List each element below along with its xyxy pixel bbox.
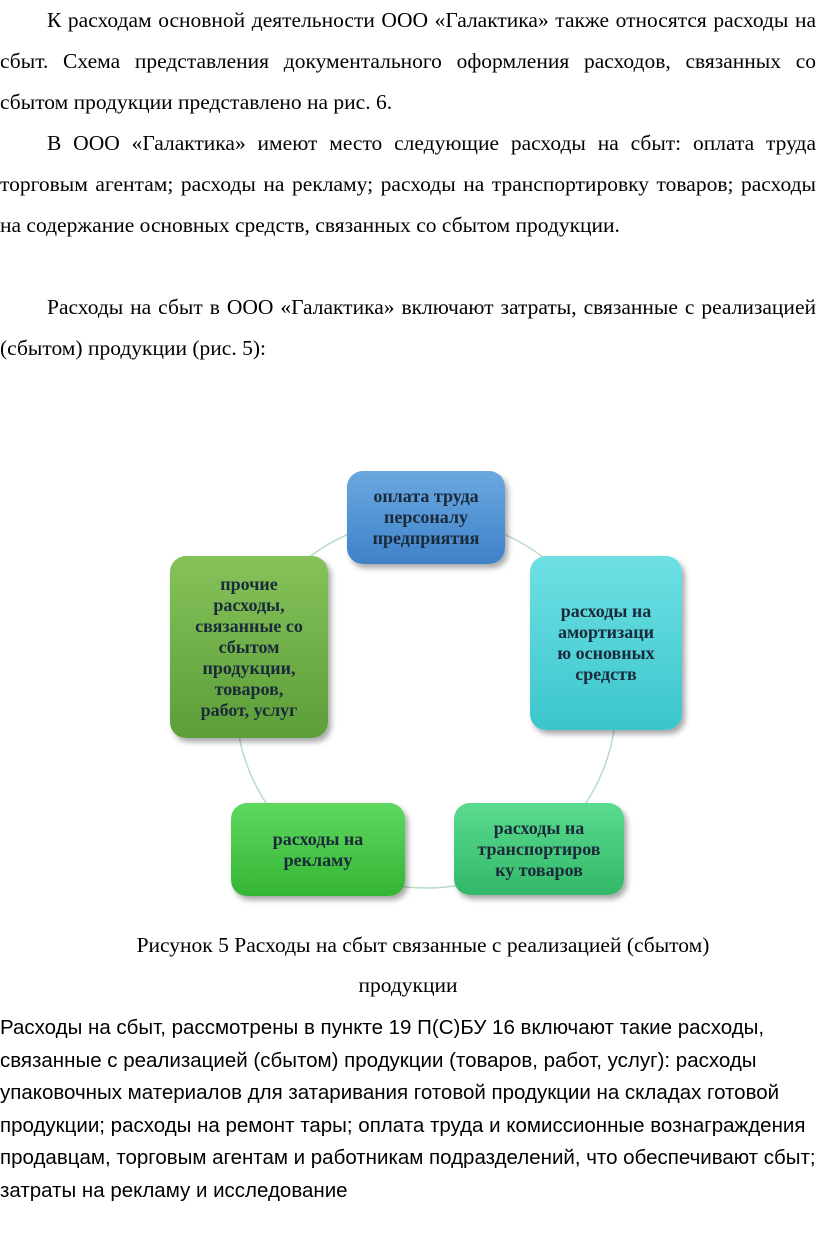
figure-caption: Рисунок 5 Расходы на сбыт связанные с реализацией (сбытом) — [136, 933, 710, 957]
node-depreciation-label: расходы на амортизаци ю основных средств — [557, 601, 655, 684]
node-staff-wages — [347, 471, 505, 564]
paragraph-3-text: Расходы на сбыт в ООО «Галактика» включают затраты, связанные с реализацией (сбытом) продукции (рис. 5): — [0, 295, 816, 360]
node-staff-wages-label: оплата труда персоналу предприятия — [372, 486, 480, 548]
paragraph-3 — [0, 287, 816, 369]
node-transport — [454, 803, 624, 895]
node-advertising-label: расходы на рекламу — [272, 828, 364, 870]
node-depreciation — [530, 556, 682, 730]
node-other-expenses — [170, 556, 328, 738]
expense-cycle-diagram — [0, 460, 816, 910]
node-transport-label: расходы на транспортиров ку товаров — [477, 817, 601, 880]
node-advertising — [231, 803, 405, 896]
figure-caption-line2: продукции — [358, 973, 458, 997]
paragraph-1 — [0, 0, 816, 123]
node-other-expenses-label: прочие расходы, связанные со сбытом продукции, товаров, работ, услуг — [195, 573, 303, 720]
paragraph-1-text: К расходам основной деятельности ООО «Галактика» также относятся расходы на сбыт. Схема представления документального оформления расходов, связанных со сбытом продукции представлено на рис. 6. — [0, 8, 816, 114]
paragraph-2-text: В ООО «Галактика» имеют место следующие расходы на сбыт: оплата труда торговым агентам; расходы на рекламу; расходы на транспортировку товаров; расходы на содержание основных средств, связанных со сбытом продукции. — [0, 131, 816, 237]
paragraph-2 — [0, 123, 816, 246]
paragraph-4: Расходы на сбыт, рассмотрены в пункте 19 П(С)БУ 16 включают такие расходы, связанные с реализацией (сбытом) продукции (товаров, работ, услуг): расходы упаковочных материалов для затаривания готовой продукции на складах готовой продукции; расходы на ремонт тары; оплата труда и комиссионные вознаграждения продавцам, торговым агентам и работникам подразделений, что обеспечивают сбыт; затраты на рекламу и исследование — [0, 1016, 816, 1202]
